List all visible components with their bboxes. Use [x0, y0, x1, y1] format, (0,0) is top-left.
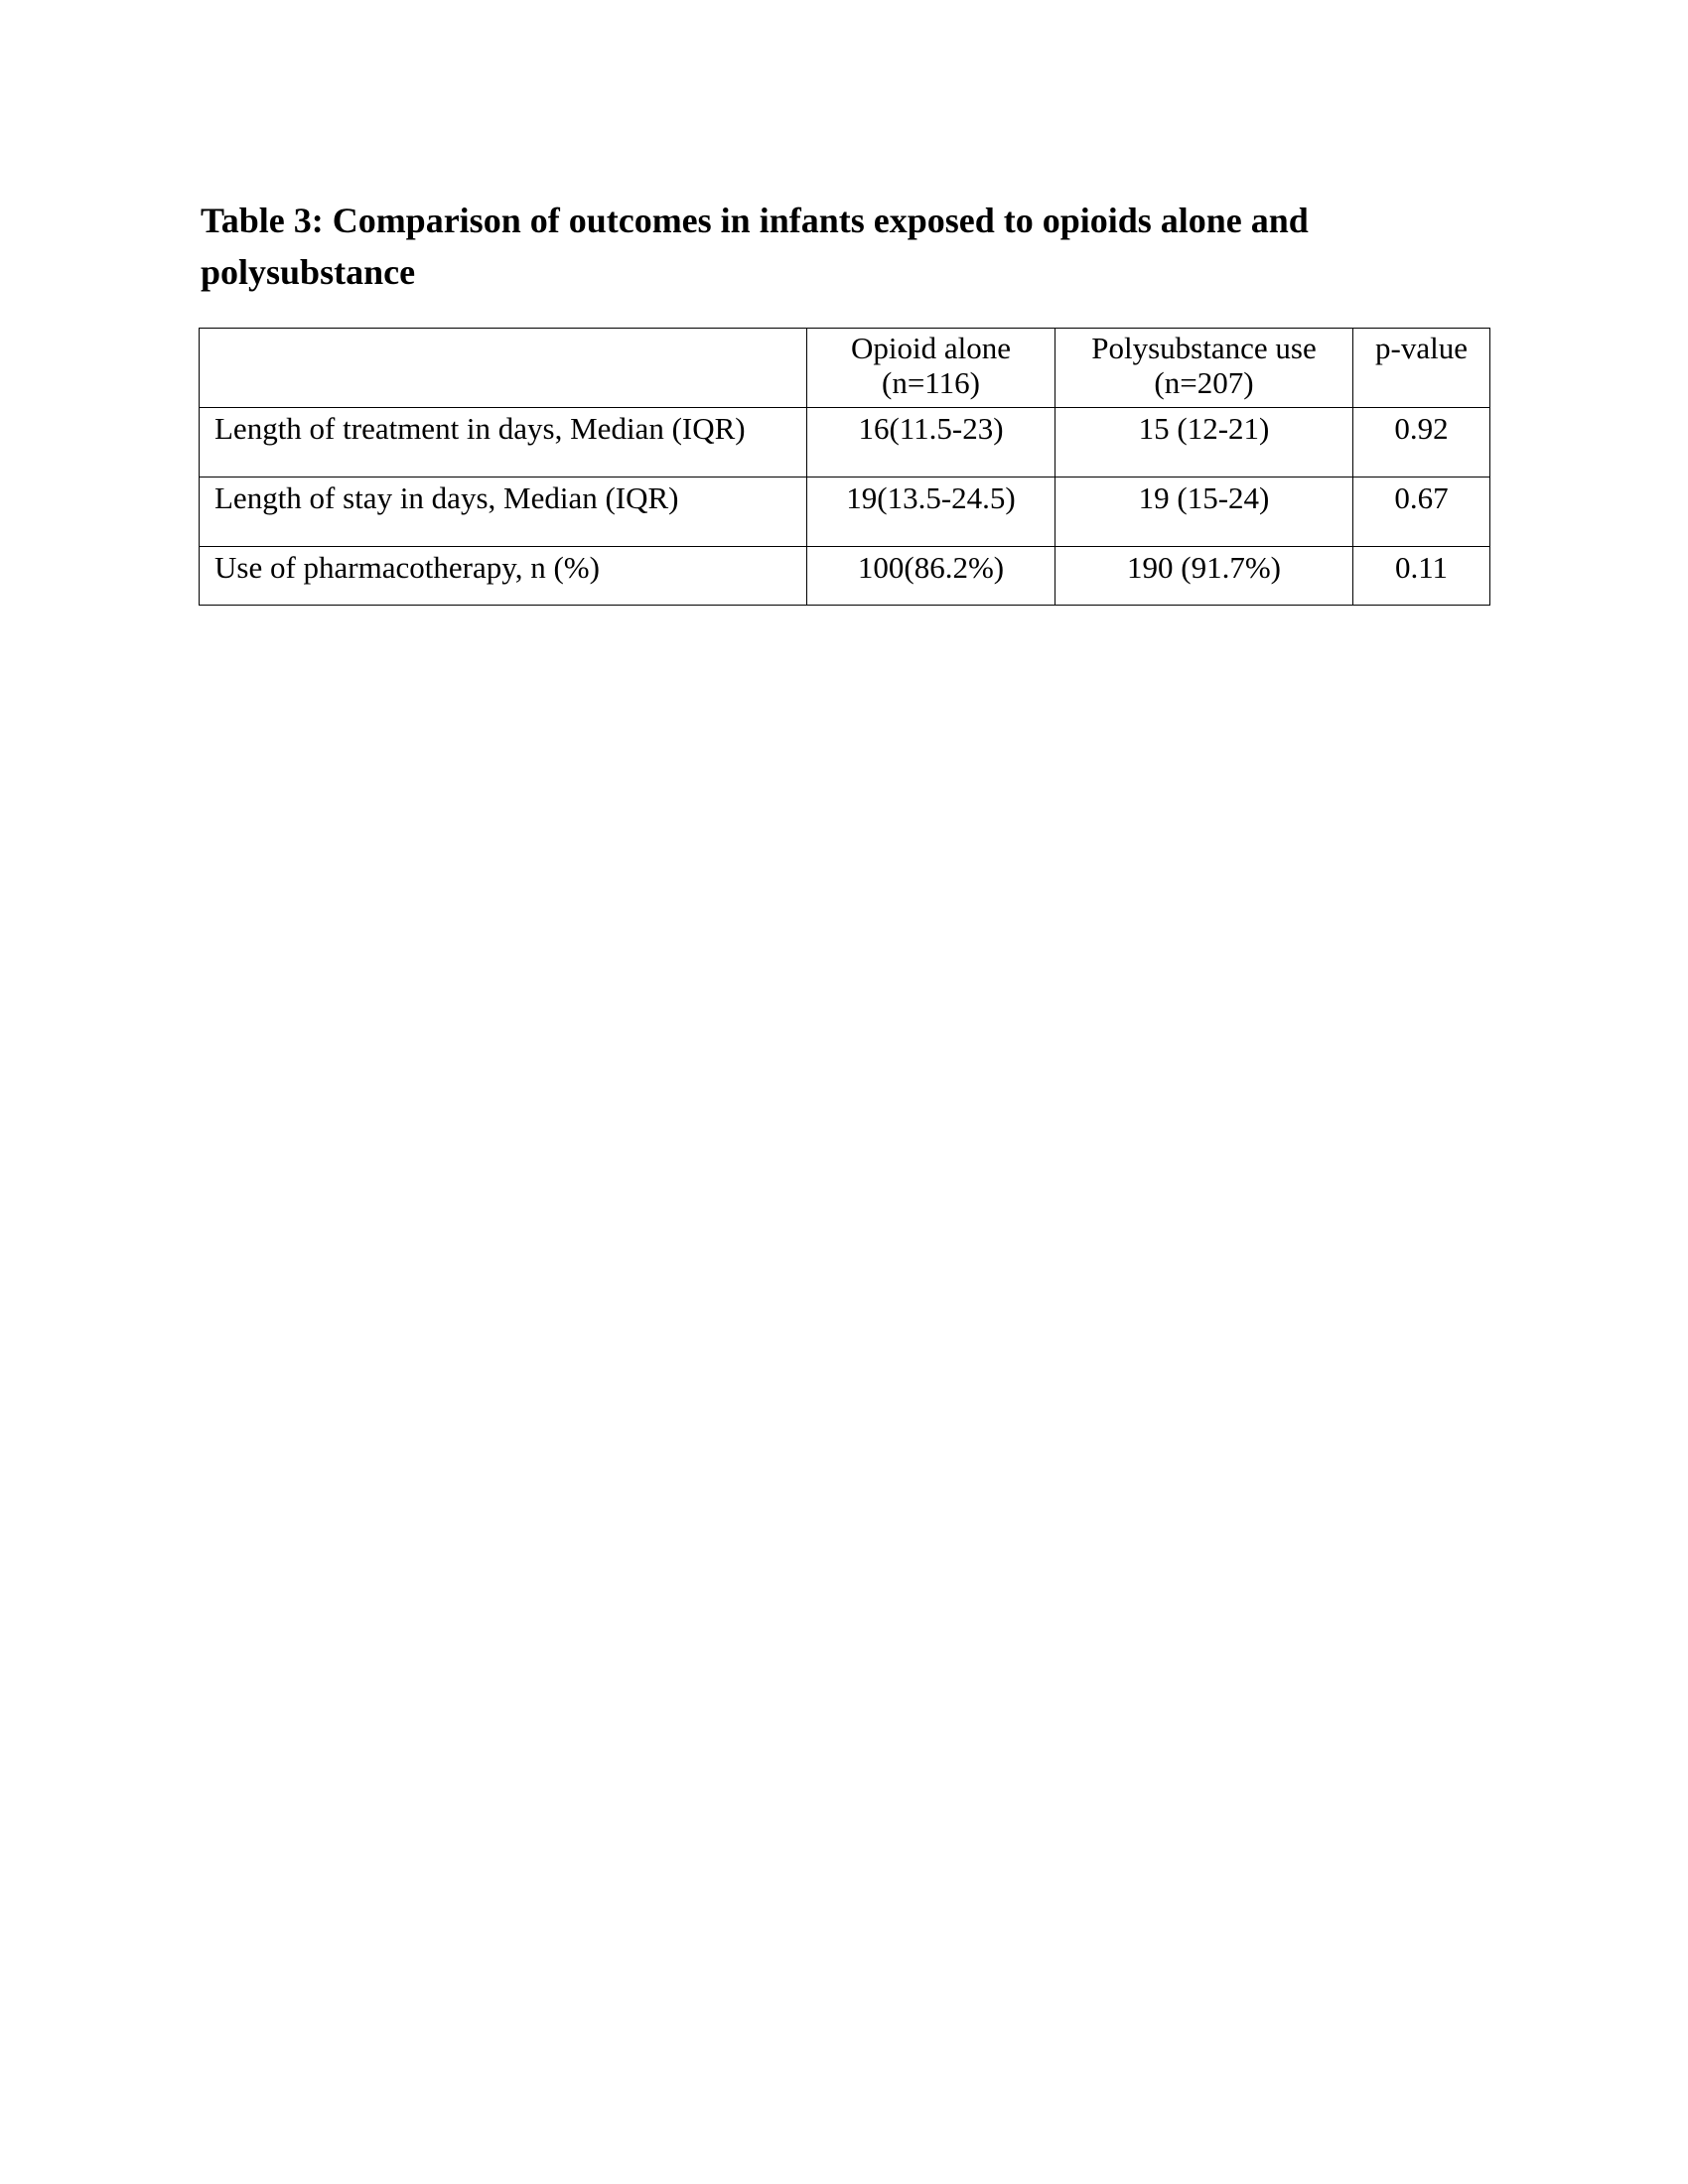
- table-title-line-2: polysubstance: [201, 252, 416, 292]
- header-p-value: [1353, 329, 1490, 408]
- header-polysubstance-n: (n=207): [1154, 365, 1254, 400]
- header-polysubstance: [1055, 329, 1353, 408]
- row-label: Use of pharmacotherapy, n (%): [200, 547, 807, 606]
- polysubstance-value: 190 (91.7%): [1055, 547, 1353, 606]
- row-label: Length of treatment in days, Median (IQR): [200, 408, 807, 478]
- opioid-alone-value: 19(13.5-24.5): [807, 478, 1055, 547]
- table-title: [201, 195, 1491, 298]
- outcomes-table: [199, 328, 1490, 606]
- header-polysubstance-label: Polysubstance use: [1091, 331, 1317, 365]
- row-label: Length of stay in days, Median (IQR): [200, 478, 807, 547]
- table-row: [200, 478, 1490, 547]
- p-value: 0.67: [1353, 478, 1490, 547]
- table-row: [200, 408, 1490, 478]
- header-p-value-label: p-value: [1375, 331, 1468, 365]
- opioid-alone-value: 100(86.2%): [807, 547, 1055, 606]
- header-blank-cell: [200, 329, 807, 408]
- table-title-line-1: Table 3: Comparison of outcomes in infants exposed to opioids alone and: [201, 201, 1309, 240]
- table-row: [200, 547, 1490, 606]
- header-row: [200, 329, 1490, 408]
- polysubstance-value: 19 (15-24): [1055, 478, 1353, 547]
- polysubstance-value: 15 (12-21): [1055, 408, 1353, 478]
- opioid-alone-value: 16(11.5-23): [807, 408, 1055, 478]
- table-header: [200, 329, 1490, 408]
- header-opioid-alone-label: Opioid alone: [851, 331, 1011, 365]
- p-value: 0.92: [1353, 408, 1490, 478]
- p-value: 0.11: [1353, 547, 1490, 606]
- table-body: [200, 408, 1490, 606]
- header-opioid-alone-n: (n=116): [882, 365, 980, 400]
- header-opioid-alone: [807, 329, 1055, 408]
